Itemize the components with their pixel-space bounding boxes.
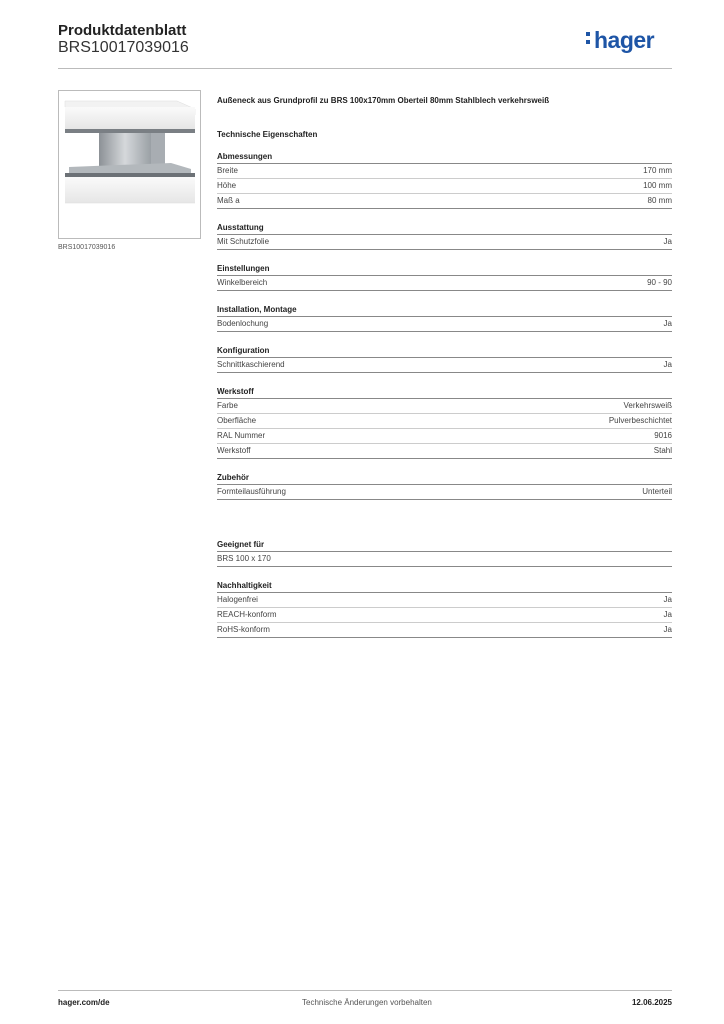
spec-label: Winkelbereich xyxy=(217,278,268,287)
spec-value: Pulverbeschichtet xyxy=(608,416,672,425)
spec-value: Stahl xyxy=(653,446,672,455)
spec-group-title: Ausstattung xyxy=(217,223,672,235)
spec-value: 170 mm xyxy=(643,166,672,175)
spec-groups xyxy=(217,152,672,500)
spec-group-title: Konfiguration xyxy=(217,346,672,358)
spec-value: 90 - 90 xyxy=(647,278,672,287)
spec-row xyxy=(217,429,672,444)
spec-row xyxy=(217,399,672,414)
spec-group-title: Abmessungen xyxy=(217,152,672,164)
spec-group-title: Zubehör xyxy=(217,473,672,485)
spec-group-title: Einstellungen xyxy=(217,264,672,276)
spec-label: Formteilausführung xyxy=(217,487,286,496)
spec-row xyxy=(217,317,672,332)
spec-label: Höhe xyxy=(217,181,237,190)
image-caption: BRS10017039016 xyxy=(58,244,116,251)
spec-label: Werkstoff xyxy=(217,446,251,455)
spec-content xyxy=(217,96,672,652)
spec-row xyxy=(217,593,672,608)
header-divider xyxy=(58,68,672,69)
footer-date: 12.06.2025 xyxy=(631,998,672,1007)
logo-text: hager xyxy=(594,27,655,53)
spec-row xyxy=(217,235,672,250)
spec-value: Ja xyxy=(663,319,672,328)
tech-heading: Technische Eigenschaften xyxy=(217,130,318,139)
spec-group xyxy=(217,223,672,250)
product-image xyxy=(58,90,201,239)
spec-label: Bodenlochung xyxy=(217,319,269,328)
spec-group-title: Installation, Montage xyxy=(217,305,672,317)
spec-label: Mit Schutzfolie xyxy=(217,237,270,246)
spec-group xyxy=(217,264,672,291)
spec-group-title: Werkstoff xyxy=(217,387,672,399)
spec-value: Ja xyxy=(663,595,672,604)
page-title: Produktdatenblatt xyxy=(58,22,187,39)
spec-label: Schnittkaschierend xyxy=(217,360,285,369)
spec-label: Breite xyxy=(217,166,238,175)
spec-group xyxy=(217,305,672,332)
spec-value: Ja xyxy=(663,625,672,634)
spec-group xyxy=(217,387,672,459)
spec-group xyxy=(217,581,672,638)
spec-row xyxy=(217,414,672,429)
spec-row xyxy=(217,276,672,291)
spec-value: 80 mm xyxy=(647,196,672,205)
spec-row xyxy=(217,194,672,209)
spec-label: REACH-konform xyxy=(217,610,277,619)
extra-groups xyxy=(217,540,672,638)
spec-row xyxy=(217,358,672,373)
spec-value: Ja xyxy=(663,360,672,369)
footer-divider xyxy=(58,990,672,991)
spec-group-title: Geeignet für xyxy=(217,540,672,552)
spec-group xyxy=(217,473,672,500)
spec-value: 9016 xyxy=(654,431,672,440)
footer-note: Technische Änderungen vorbehalten xyxy=(302,998,432,1007)
corner-profile-icon xyxy=(59,91,200,238)
spec-group xyxy=(217,346,672,373)
spec-row xyxy=(217,164,672,179)
spec-label: Oberfläche xyxy=(217,416,257,425)
product-description: Außeneck aus Grundprofil zu BRS 100x170mm Oberteil 80mm Stahlblech verkehrsweiß xyxy=(217,96,550,105)
spec-row xyxy=(217,485,672,500)
spec-row xyxy=(217,444,672,459)
hager-logo xyxy=(594,27,654,54)
product-code: BRS10017039016 xyxy=(58,39,189,56)
spec-row xyxy=(217,623,672,638)
spec-value: Unterteil xyxy=(642,487,672,496)
spec-row xyxy=(217,552,672,567)
spec-group xyxy=(217,152,672,209)
spec-group xyxy=(217,540,672,567)
spec-label: Maß a xyxy=(217,196,240,205)
spec-label: Halogenfrei xyxy=(217,595,258,604)
spec-value: Ja xyxy=(663,610,672,619)
spec-group-title: Nachhaltigkeit xyxy=(217,581,672,593)
spec-value: Verkehrsweiß xyxy=(623,401,672,410)
logo-dots-icon xyxy=(586,32,590,48)
spec-label: Farbe xyxy=(217,401,238,410)
spec-row xyxy=(217,608,672,623)
spec-label: RoHS-konform xyxy=(217,625,270,634)
spec-label: BRS 100 x 170 xyxy=(217,554,271,563)
spec-row xyxy=(217,179,672,194)
footer-website: hager.com/de xyxy=(58,998,110,1007)
spec-value: Ja xyxy=(663,237,672,246)
spec-label: RAL Nummer xyxy=(217,431,266,440)
spec-value: 100 mm xyxy=(643,181,672,190)
